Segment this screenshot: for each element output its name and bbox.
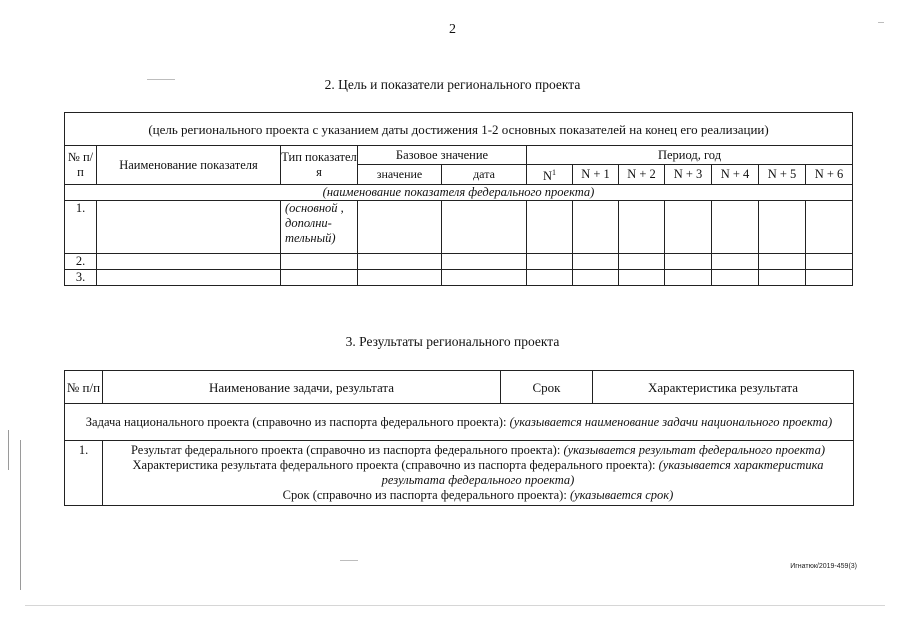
- header-num: № п/п: [65, 371, 103, 404]
- row-period-cell: [759, 270, 806, 286]
- federal-deadline-label: Срок (справочно из паспорта федерального проекта):: [282, 488, 570, 502]
- row-period-cell: [806, 270, 853, 286]
- row-indicator-type: [281, 270, 358, 286]
- header-period: Период, год: [527, 146, 853, 165]
- header-period-n1: N + 1: [573, 165, 619, 185]
- row-base-value: [358, 270, 442, 286]
- row-period-cell: [712, 254, 759, 270]
- row-period-cell: [806, 201, 853, 254]
- scan-artifact: [8, 430, 9, 470]
- scan-artifact: [25, 605, 885, 606]
- row-num: 2.: [65, 254, 97, 270]
- national-task-placeholder: (указывается наименование задачи национального проекта): [509, 414, 833, 429]
- row-period-cell: [573, 270, 619, 286]
- header-base-value-date: дата: [442, 165, 527, 185]
- federal-characteristic-label: Характеристика результата федерального проекта (справочно из паспорта федерального проекта):: [132, 458, 659, 472]
- document-code: Игнатюк/2019-459(3): [790, 563, 857, 570]
- federal-deadline-placeholder: (указывается срок): [569, 488, 674, 502]
- row-base-value: [358, 201, 442, 254]
- row-period-cell: [712, 201, 759, 254]
- federal-indicator-row: (наименование показателя федерального проекта): [65, 185, 853, 201]
- header-indicator-name: Наименование показателя: [97, 146, 281, 185]
- row-period-cell: [759, 201, 806, 254]
- federal-characteristic-line: [109, 458, 847, 488]
- row-period-cell: [712, 270, 759, 286]
- row-period-cell: [665, 270, 712, 286]
- row-period-cell: [665, 254, 712, 270]
- row-period-cell: [573, 201, 619, 254]
- row-period-cell: [665, 201, 712, 254]
- row-period-cell: [527, 201, 573, 254]
- federal-characteristic-placeholder: (указывается характеристика результата федерального проекта): [381, 458, 824, 487]
- header-base-value-value: значение: [358, 165, 442, 185]
- federal-result-label: Результат федерального проекта (справочно из паспорта федерального проекта):: [130, 443, 564, 457]
- header-period-n4: N + 4: [712, 165, 759, 185]
- row-period-cell: [527, 270, 573, 286]
- row-period-cell: [759, 254, 806, 270]
- row-indicator-name: [97, 201, 281, 254]
- row-period-cell: [527, 254, 573, 270]
- result-num: 1.: [65, 441, 103, 506]
- row-indicator-type: (основной , дополни- тельный): [281, 201, 358, 254]
- header-period-n: [527, 165, 573, 185]
- federal-result-block: [103, 441, 854, 506]
- header-period-n6: N + 6: [806, 165, 853, 185]
- row-period-cell: [573, 254, 619, 270]
- header-period-n5: N + 5: [759, 165, 806, 185]
- period-n-footnote: 1: [552, 168, 557, 177]
- row-base-date: [442, 270, 527, 286]
- section-title-results: 3. Результаты регионального проекта: [345, 334, 560, 349]
- section-title-goals: 2. Цель и показатели регионального проекта: [324, 77, 581, 92]
- row-base-date: [442, 254, 527, 270]
- row-num: 3.: [65, 270, 97, 286]
- table-row: [65, 254, 853, 270]
- scan-artifact: [340, 560, 358, 561]
- row-num: 1.: [65, 201, 97, 254]
- row-period-cell: [806, 254, 853, 270]
- header-task-name: Наименование задачи, результата: [103, 371, 501, 404]
- header-indicator-type: Тип показател я: [281, 146, 358, 185]
- row-indicator-name: [97, 270, 281, 286]
- row-period-cell: [619, 270, 665, 286]
- row-indicator-type: [281, 254, 358, 270]
- header-num: № п/п: [65, 146, 97, 185]
- federal-result-line: [109, 443, 847, 458]
- header-result-characteristic: Характеристика результата: [593, 371, 854, 404]
- header-period-n2: N + 2: [619, 165, 665, 185]
- page-number: 2: [449, 22, 456, 37]
- header-base-value: Базовое значение: [358, 146, 527, 165]
- row-indicator-name: [97, 254, 281, 270]
- scan-artifact: [20, 440, 21, 590]
- federal-result-placeholder: (указывается результат федерального проекта): [563, 443, 826, 457]
- row-base-value: [358, 254, 442, 270]
- row-period-cell: [619, 201, 665, 254]
- national-task-row: [65, 404, 854, 441]
- federal-deadline-line: [109, 488, 847, 503]
- national-task-label: Задача национального проекта (справочно из паспорта федерального проекта):: [85, 414, 510, 429]
- goal-description: (цель регионального проекта с указанием даты достижения 1-2 основных показателей на конец его реализации): [65, 113, 853, 146]
- goals-indicators-table: [64, 112, 853, 286]
- header-deadline: Срок: [501, 371, 593, 404]
- table-row: [65, 201, 853, 254]
- results-table: [64, 370, 854, 506]
- header-period-n3: N + 3: [665, 165, 712, 185]
- period-n-label: N: [542, 169, 553, 184]
- row-base-date: [442, 201, 527, 254]
- scan-artifact: [878, 22, 884, 23]
- table-row: [65, 270, 853, 286]
- row-period-cell: [619, 254, 665, 270]
